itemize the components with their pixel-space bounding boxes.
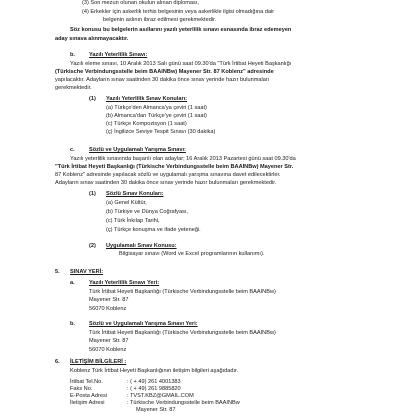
documents-note-line-2: aday sınava alınmayacaktır. — [55, 36, 129, 42]
contact-address-cont: Mayener Str. 87 — [136, 407, 176, 413]
written-topic-item: (ç) İngilizce Seviye Tespit Sınavı (30 dakika) — [106, 129, 216, 135]
venue-a-line: Mayener Str. 87 — [89, 297, 129, 303]
section-6-heading: İLETİŞİM BİLGİLERİ : — [70, 359, 127, 365]
written-topics-num: (1) — [89, 96, 96, 102]
venue-b-title: Sözlü ve Uygulamalı Yarışma Sınavı Yeri: — [89, 321, 198, 327]
written-topics-title: Yazılı Yeterlilik Sınav Konuları: — [106, 96, 188, 102]
section-6-num: 6. — [55, 359, 60, 365]
oral-topics-title: Sözlü Sınav Konuları: — [106, 191, 164, 197]
section-b-para-line-4: gerekmektedir. — [55, 85, 92, 91]
section-b-para-line-3: yapılacaktır. Adayların sınav saatinden 30 dakika önce sınav yerinde hazır bulunmaları — [55, 77, 270, 83]
venue-a-line: Türk İrtibat Heyeti Başkanlığı (Türkische Verbindungsstelle beim BAAINBw) — [89, 289, 276, 295]
section-c-para-line-4: Adayların sınav saatinden 30 dakika önce sınav yerinde hazır bulunmaları gerekmektedir. — [55, 180, 277, 186]
venue-a-letter: a. — [70, 280, 75, 286]
venue-b-line: Türk İrtibat Heyeti Başkanlığı (Türkische Verbindungsstelle beim BAAINBw) — [89, 330, 276, 336]
contact-fax-value: : ( + 49) 261 9885820 — [127, 386, 181, 392]
contact-phone-value: : ( + 49) 261 4001383 — [127, 379, 181, 385]
contact-address-value: : Türkische Verbindungsstelle beim BAAINBw — [127, 400, 240, 406]
documents-note-line-1: Söz konusu bu belgelerin asıllarını yazılı yeterlilik sınavı esnasında ibraz edemeyen — [70, 27, 292, 33]
practical-exam-title: Uygulamalı Sınav Konusu: — [106, 243, 177, 249]
venue-b-line: 56070 Koblenz — [89, 347, 127, 353]
contact-email-label: E-Posta Adresi — [70, 393, 107, 399]
section-b-para-line-2: (Türkische Verbindungsstelle beim BAAINBw) Mayener Str. 87 Koblenz" adresinde — [55, 69, 274, 75]
written-topic-item: (a) Türkçe'den Almanca'ya çeviri (1 saat) — [106, 105, 207, 111]
requirement-item-4: (4) Erkekler için askerlik terhis belgesinin veya askerlikle ilgisi olmadığına dair — [82, 9, 275, 15]
contact-phone-label: İrtibat Tel.No. — [70, 379, 103, 385]
oral-topic-item: (ç) Türkçe konuşma ve ifade yeteneği. — [106, 227, 201, 233]
oral-topics-num: (1) — [89, 191, 96, 197]
section-5-heading: SINAV YERİ: — [70, 269, 104, 275]
section-c-letter: c. — [70, 147, 75, 153]
oral-topic-item: (b) Türkiye ve Dünya Coğrafyası, — [106, 209, 188, 215]
written-topic-item: (b) Almanca'dan Türkçe'ye çeviri (1 saat) — [106, 113, 207, 119]
venue-a-line: 56070 Koblenz — [89, 306, 127, 312]
contact-fax-label: Faks No. — [70, 386, 93, 392]
requirement-item-4-cont: belgenin aslının ibraz edilmesi gerekmektedir. — [103, 17, 217, 23]
section-c-para-line-3: 87 Koblenz" adresinde yapılacak sözlü ve uygulamalı yarışma sınavına davet edilecektirler. — [55, 172, 281, 178]
requirement-item-3: (3) Son mezun olunan okulun alınan diploması, — [82, 0, 199, 6]
practical-exam-num: (2) — [89, 243, 96, 249]
contact-email-value: : TVST.KBZ@GMAIL.COM — [127, 393, 194, 399]
section-c-para-line-1: Yazılı yeterlilik sınavında başarılı olan adaylar; 16 Aralık 2013 Pazartesi günü saat 09.30'da — [70, 156, 296, 162]
oral-topic-item: (c) Türk İnkılap Tarihi, — [106, 218, 160, 224]
section-c-heading: Sözlü ve Uygulamalı Yarışma Sınavı: — [89, 147, 186, 153]
section-c-para-line-2: "Türk İrtibat Heyeti Başkanlığı (Türkische Verbindungsstelle beim BAAINBw) Mayener Str. — [55, 164, 294, 170]
written-topic-item: (c) Türkçe Kompozisyon (1 saat) — [106, 121, 187, 127]
practical-exam-text: Bilgisayar sınavı (Word ve Excel programlarının kullanımı). — [119, 251, 265, 257]
venue-a-title: Yazılı Yeterlilik Sınavı Yeri: — [89, 280, 160, 286]
section-b-para-line-1: Yazılı eleme sınavı, 10 Aralık 2013 Salı günü saat 09.30'da "Türk İrtibat Heyeti Başkanlığı — [70, 61, 292, 67]
venue-b-line: Mayener Str. 87 — [89, 338, 129, 344]
section-b-letter: b. — [70, 52, 75, 58]
section-5-num: 5. — [55, 269, 60, 275]
venue-b-letter: b. — [70, 321, 75, 327]
contact-address-label: İletişim Adresi — [70, 400, 105, 406]
section-b-heading: Yazılı Yeterlilik Sınavı: — [89, 52, 148, 58]
oral-topic-item: (a) Genel Kültür, — [106, 200, 147, 206]
contact-intro: Koblenz Türk İrtibat Heyeti Başkanlığının iletişim bilgileri aşağıdadır. — [70, 368, 239, 374]
